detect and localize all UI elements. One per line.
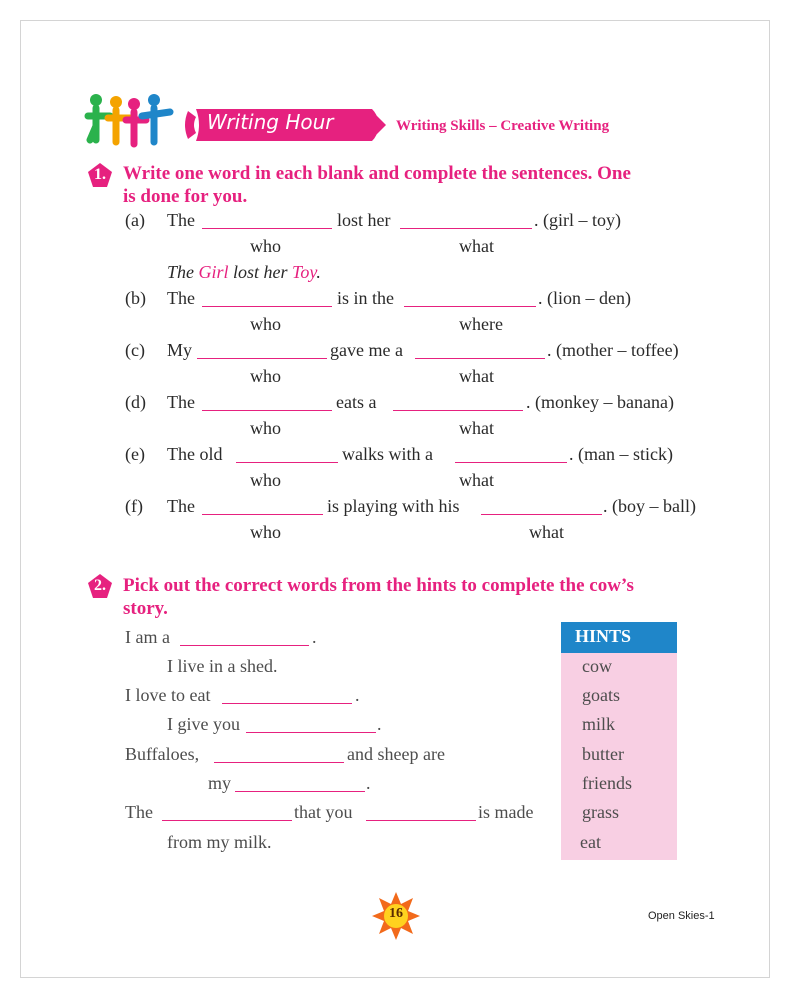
- story-text: and sheep are: [347, 744, 445, 764]
- answer-blank[interactable]: [222, 703, 352, 704]
- answer-blank[interactable]: [415, 358, 545, 359]
- answer-blank[interactable]: [236, 462, 338, 463]
- story-text: Buffaloes,: [125, 744, 200, 764]
- blank-caption: who: [250, 418, 281, 438]
- item-text: The: [167, 496, 195, 516]
- item-text: is in the: [337, 288, 394, 308]
- story-text: my: [208, 773, 232, 793]
- hint-word: goats: [582, 685, 620, 705]
- story-text: that you: [294, 802, 353, 822]
- answer-blank[interactable]: [366, 820, 476, 821]
- question-1-text-line1: Write one word in each blank and complete the sentences. One: [123, 163, 631, 184]
- book-title: Open Skies-1: [648, 910, 715, 922]
- answer-blank[interactable]: [246, 732, 376, 733]
- blank-caption: what: [459, 366, 494, 386]
- example-word: .: [316, 262, 321, 282]
- story-text: .: [366, 773, 371, 793]
- story-text: I give you: [167, 714, 240, 734]
- section-subtitle: Writing Skills – Creative Writing: [396, 118, 610, 134]
- hint-word: eat: [580, 832, 601, 852]
- blank-caption: what: [459, 418, 494, 438]
- item-text: The old: [167, 444, 223, 464]
- item-text: The: [167, 288, 195, 308]
- hint-word: friends: [582, 773, 632, 793]
- story-text: is made: [478, 802, 534, 822]
- blank-caption: who: [250, 470, 281, 490]
- answer-blank[interactable]: [400, 228, 532, 229]
- story-text: I love to eat: [125, 685, 211, 705]
- answer-blank[interactable]: [404, 306, 536, 307]
- answer-blank[interactable]: [202, 410, 332, 411]
- story-text: .: [312, 627, 317, 647]
- story-text: The: [125, 802, 153, 822]
- example-answer-word: Toy: [292, 262, 317, 282]
- answer-blank[interactable]: [180, 645, 309, 646]
- hint-word: cow: [582, 656, 612, 676]
- hint-word: milk: [582, 714, 616, 734]
- item-hint: . (mother – toffee): [547, 340, 679, 360]
- item-hint: . (boy – ball): [603, 496, 696, 516]
- item-text: eats a: [336, 392, 377, 412]
- item-hint: . (monkey – banana): [526, 392, 674, 412]
- item-label: (c): [125, 340, 145, 360]
- item-label: (e): [125, 444, 145, 464]
- story-text: I live in a shed.: [167, 656, 278, 676]
- answer-blank[interactable]: [202, 228, 332, 229]
- item-label: (f): [125, 496, 143, 516]
- item-text: gave me a: [330, 340, 403, 360]
- item-text: walks with a: [342, 444, 433, 464]
- section-title: Writing Hour: [207, 110, 334, 134]
- story-text: I am a: [125, 627, 170, 647]
- answer-blank[interactable]: [162, 820, 292, 821]
- item-hint: . (man – stick): [569, 444, 673, 464]
- example-word: The: [167, 262, 194, 282]
- answer-blank[interactable]: [202, 514, 323, 515]
- answer-blank[interactable]: [393, 410, 523, 411]
- blank-caption: who: [250, 366, 281, 386]
- item-hint: . (girl – toy): [534, 210, 621, 230]
- answer-blank[interactable]: [197, 358, 327, 359]
- answer-blank[interactable]: [455, 462, 567, 463]
- hint-word: grass: [582, 802, 619, 822]
- item-text: My: [167, 340, 193, 360]
- question-2-text-line1: Pick out the correct words from the hints to complete the cow’s: [123, 575, 634, 596]
- hints-title: HINTS: [575, 626, 632, 646]
- item-text: The: [167, 392, 195, 412]
- item-label: (d): [125, 392, 146, 412]
- blank-caption: who: [250, 236, 281, 256]
- question-1-text-line2: is done for you.: [123, 186, 248, 207]
- answer-blank[interactable]: [235, 791, 365, 792]
- item-label: (a): [125, 210, 145, 230]
- blank-caption: what: [459, 470, 494, 490]
- answer-blank[interactable]: [214, 762, 344, 763]
- item-text: lost her: [337, 210, 391, 230]
- people-holding-hands-icon: [84, 92, 176, 148]
- page-number: 16: [389, 906, 403, 921]
- story-text: from my milk.: [167, 832, 272, 852]
- blank-caption: who: [250, 314, 281, 334]
- item-hint: . (lion – den): [538, 288, 631, 308]
- example-word: lost her: [233, 262, 288, 282]
- question-2-number: 2.: [94, 577, 106, 594]
- blank-caption: where: [459, 314, 503, 334]
- item-text: is playing with his: [327, 496, 460, 516]
- blank-caption: what: [459, 236, 494, 256]
- item-label: (b): [125, 288, 146, 308]
- story-text: .: [355, 685, 360, 705]
- hint-word: butter: [582, 744, 624, 764]
- example-answer-word: Girl: [198, 262, 229, 282]
- answer-blank[interactable]: [481, 514, 602, 515]
- answer-blank[interactable]: [202, 306, 332, 307]
- item-text: The: [167, 210, 195, 230]
- question-1-number: 1.: [94, 166, 106, 183]
- story-text: .: [377, 714, 382, 734]
- blank-caption: what: [529, 522, 564, 542]
- blank-caption: who: [250, 522, 281, 542]
- question-2-text-line2: story.: [123, 598, 168, 619]
- example-answer: [167, 262, 321, 283]
